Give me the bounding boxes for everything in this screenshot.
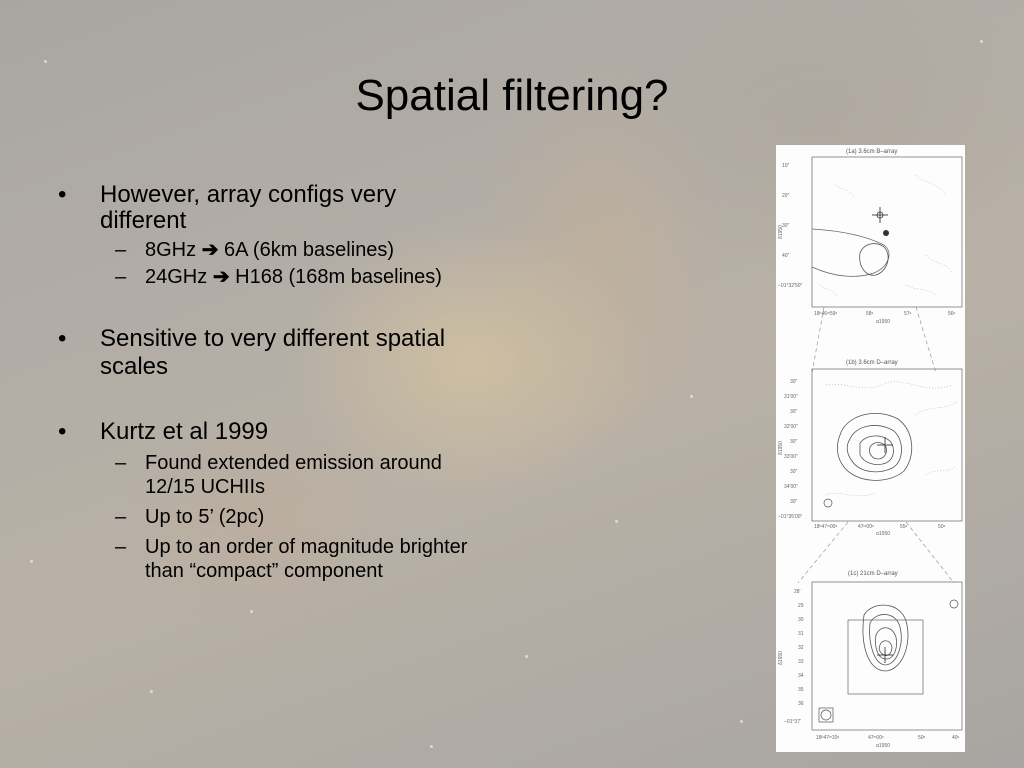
panel-b-ytick: −01°35′00″	[778, 514, 803, 520]
panel-a-source	[883, 230, 889, 236]
panel-b-ytick: 30″	[790, 469, 798, 475]
panel-b-xtick: 55ˢ	[900, 524, 908, 530]
panel-a-title: (1a) 3.6cm B–array	[846, 149, 898, 155]
sub-bullet-item	[58, 451, 478, 499]
panel-c-ytick: 32	[798, 645, 804, 651]
panel-c-ytick: 30	[798, 617, 804, 623]
panel-b-xlabel: α1950	[876, 531, 891, 537]
panel-c-inset-box	[848, 620, 923, 694]
panel-b-xtick: 18ʰ47ᵐ00ˢ	[814, 524, 838, 530]
panel-a-contour	[860, 244, 888, 276]
bullet-mark: •	[58, 325, 67, 352]
panel-c-ytick: 29	[798, 603, 804, 609]
panel-c-xtick: 47ᵐ00ˢ	[868, 735, 884, 741]
panel-c-xtick: 18ʰ47ᵐ10ˢ	[816, 735, 840, 741]
bullet-text: Kurtz et al 1999	[100, 418, 269, 445]
panel-b-ytick: 34′00″	[784, 484, 798, 490]
panel-a-ylabel: δ1950	[778, 225, 784, 239]
panel-c-ylabel: δ1950	[778, 651, 784, 665]
slide-title: Spatial filtering?	[355, 71, 669, 120]
panel-b-beam	[824, 499, 832, 507]
panel-a-contour	[812, 229, 889, 276]
panel-c-ytick: 31	[798, 631, 804, 637]
panel-b-ytick: 30″	[790, 379, 798, 385]
panel-c-frame	[812, 582, 962, 730]
connector-line	[906, 522, 954, 583]
sub-bullet-text-before: 24GHz	[145, 266, 208, 288]
bullet-item	[58, 419, 478, 445]
panel-c-source	[950, 600, 958, 608]
panel-c-yticks	[784, 589, 804, 725]
panel-b-ytick: 30″	[790, 499, 798, 505]
radio-map-figure	[776, 145, 965, 752]
sub-bullet-text-after: H168 (168m baselines)	[235, 266, 442, 288]
bullet-mark: •	[58, 418, 67, 445]
sub-bullet-item	[58, 238, 478, 262]
panel-a-ytick: 40″	[782, 253, 790, 259]
sub-bullet-item	[58, 265, 478, 289]
panel-a-xtick: 57ˢ	[904, 311, 912, 317]
sub-bullet-text: Up to an order of magnitude brighter than “compact” component	[145, 536, 468, 582]
sub-bullet-item	[58, 535, 478, 583]
connector-line	[798, 522, 848, 583]
panel-a-ytick: 10″	[782, 163, 790, 169]
panel-a-xtick: 58ˢ	[866, 311, 874, 317]
panel-b-ytick: 32′00″	[784, 424, 798, 430]
sub-bullet-text: Found extended emission around 12/15 UCHIIs	[145, 452, 442, 498]
panel-a-xtick: 56ˢ	[948, 311, 956, 317]
panel-c-ytick: 35	[798, 687, 804, 693]
panel-b-ytick: 30″	[790, 409, 798, 415]
sub-bullet-text-after: 6A (6km baselines)	[224, 239, 395, 261]
panel-a-ytick: 30″	[782, 223, 790, 229]
bullet-text: Sensitive to very different spatial scales	[100, 325, 446, 380]
panel-b-ytick: 30″	[790, 439, 798, 445]
panel-b-noise	[826, 382, 958, 496]
panel-c-xlabel: α1950	[876, 743, 891, 749]
bullet-mark: •	[58, 181, 67, 208]
bullet-item	[58, 182, 478, 234]
panel-b-ytick: 31′00″	[784, 394, 798, 400]
sub-bullet-text: Up to 5’ (2pc)	[145, 506, 265, 528]
sub-bullet-item	[58, 505, 478, 529]
panel-b-title: (1b) 3.6cm D–array	[846, 360, 898, 366]
bullet-list	[58, 182, 478, 583]
panel-a-xtick: 18ʰ46ᵐ59ˢ	[814, 311, 838, 317]
right-arrow-icon: ➔	[212, 266, 230, 288]
panel-c-ytick: −01°37′	[784, 719, 801, 725]
panel-b-ylabel: δ1950	[778, 441, 784, 455]
panel-c-ytick: 36	[798, 701, 804, 707]
panel-b-xtick: 50ˢ	[938, 524, 946, 530]
dash-mark: –	[115, 266, 127, 288]
panel-a-xlabel: α1950	[876, 319, 891, 325]
sub-bullet-text-before: 8GHz	[145, 239, 197, 261]
panel-b-ytick: 33′00″	[784, 454, 798, 460]
panel-c-ytick: 33	[798, 659, 804, 665]
panel-a-ytick: −01°32′50″	[778, 283, 803, 289]
panel-c-title: (1c) 21cm D–array	[848, 571, 898, 577]
radio-map-figure-svg	[776, 145, 965, 752]
right-arrow-icon: ➔	[201, 239, 219, 261]
panel-c-beam	[821, 710, 831, 720]
panel-b-contours	[837, 413, 911, 480]
bullet-text: However, array configs very different	[100, 181, 397, 234]
dash-mark: –	[115, 452, 127, 474]
panel-a-ytick: 20″	[782, 193, 790, 199]
panel-c-xtick: 50ˢ	[918, 735, 926, 741]
connector-line	[916, 307, 936, 373]
panel-c-ytick: 34	[798, 673, 804, 679]
panel-c-xtick: 40ˢ	[952, 735, 960, 741]
bullet-item	[58, 325, 478, 381]
panel-c-contours	[863, 605, 908, 671]
dash-mark: –	[115, 506, 127, 528]
panel-c-ytick: 28′	[794, 589, 801, 595]
dash-mark: –	[115, 536, 127, 558]
panel-b-xtick: 47ᵐ00ˢ	[858, 524, 874, 530]
dash-mark: –	[115, 239, 127, 261]
